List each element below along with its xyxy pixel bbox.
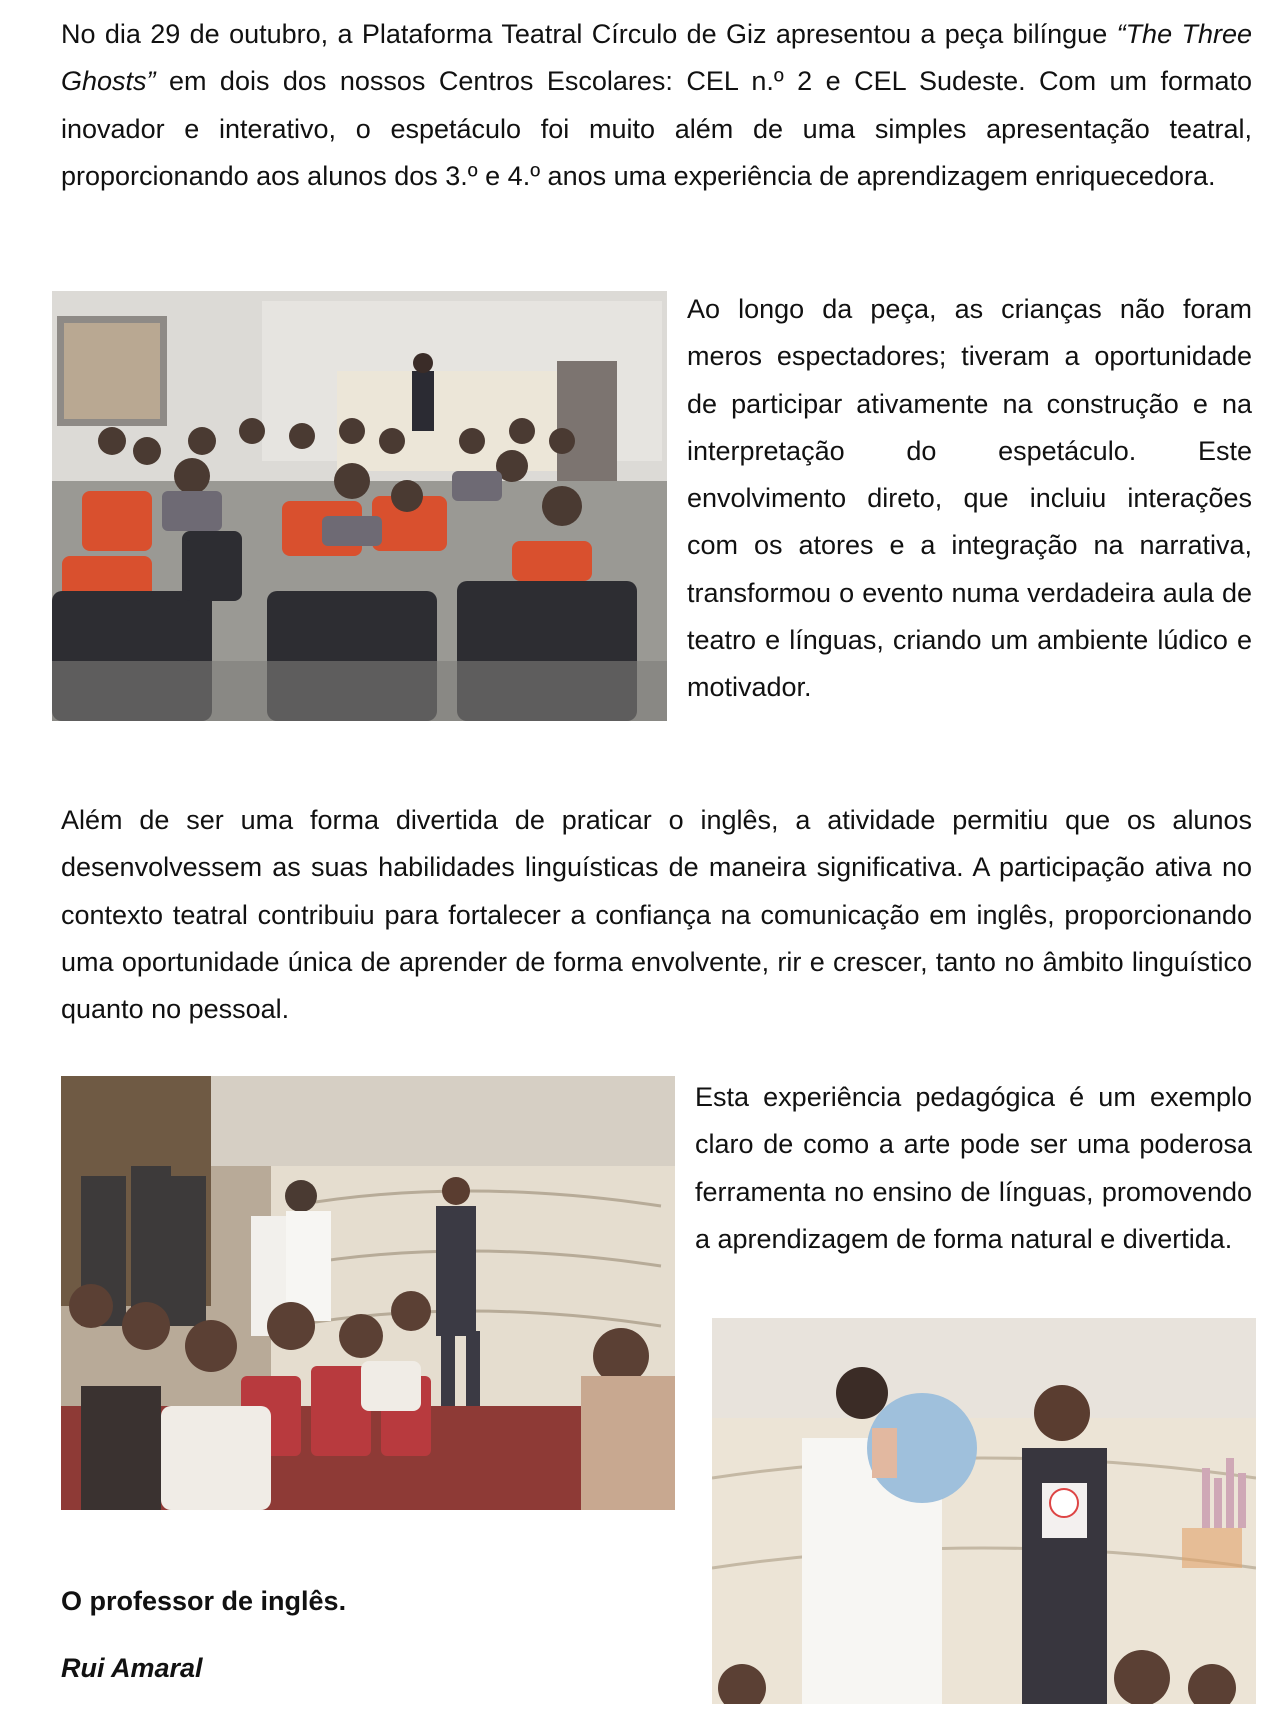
signature-role: O professor de inglês. <box>61 1586 347 1616</box>
participation-paragraph: Ao longo da peça, as crianças não foram meros espectadores; tiveram a oportunidade de participar ativamente na construção e na interpretação do espetáculo. Este envolvimento direto, que incluiu interações com os atores e a integração na narrativa, transformou o evento numa verdadeira aula de teatro e línguas, criando um ambiente lúdico e motivador. <box>687 294 1252 703</box>
intro-paragraph <box>61 11 1252 200</box>
intro-text-start: No dia 29 de outubro, a Plataforma Teatral Círculo de Giz apresentou a peça bilíngue <box>61 19 1117 49</box>
signature-name: Rui Amaral <box>61 1653 203 1683</box>
actors-with-pillow-photo <box>712 1318 1256 1704</box>
language-benefits-paragraph: Além de ser uma forma divertida de praticar o inglês, a atividade permitiu que os alunos desenvolvessem as suas habilidades linguísticas de maneira significativa. A participação ativa no contexto teatral contribuiu para fortalecer a confiança na comunicação em inglês, proporcionando uma oportunidade única de aprender de forma envolvente, rir e crescer, tanto no âmbito linguístico quanto no pessoal. <box>61 805 1252 1025</box>
intro-text-end: em dois dos nossos Centros Escolares: CEL n.º 2 e CEL Sudeste. Com um formato inovador e interativo, o espetáculo foi muito além de uma simples apresentação teatral, proporcionando aos alunos dos 3.º e 4.º anos uma experiência de aprendizagem enriquecedora. <box>61 66 1252 191</box>
play-title: “The Three Ghosts” <box>61 19 1252 97</box>
classroom-audience-photo <box>52 291 667 721</box>
stage-performance-photo <box>61 1076 675 1510</box>
conclusion-paragraph: Esta experiência pedagógica é um exemplo claro de como a arte pode ser uma poderosa ferramenta no ensino de línguas, promovendo a aprendizagem de forma natural e divertida. <box>695 1082 1252 1254</box>
